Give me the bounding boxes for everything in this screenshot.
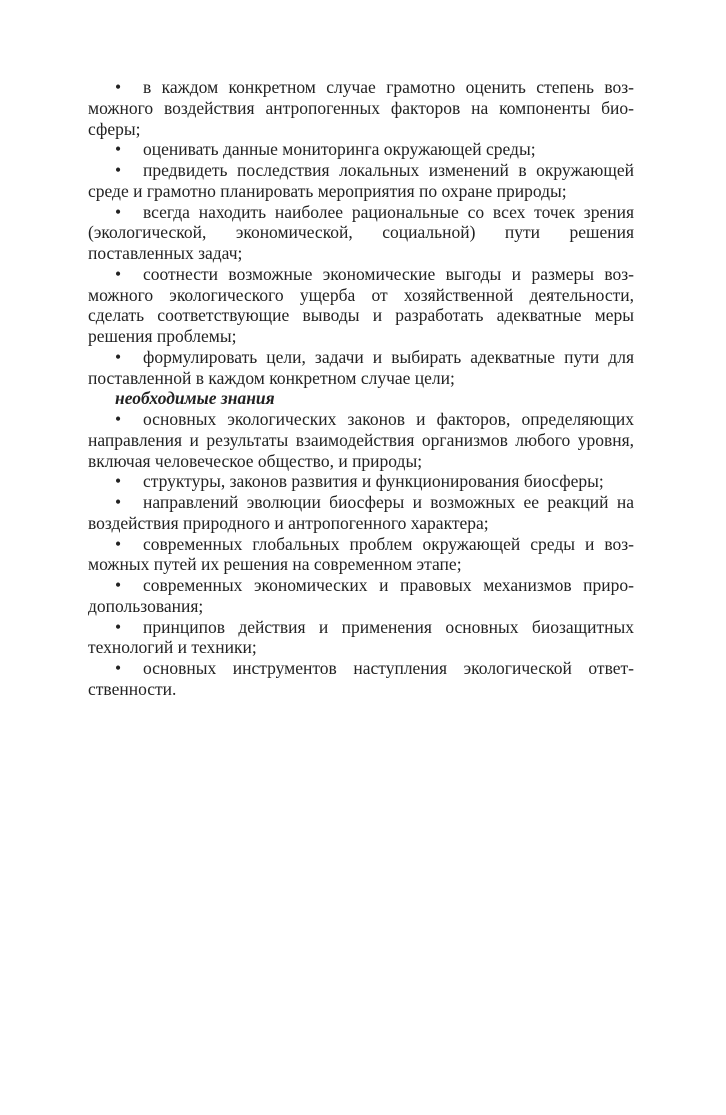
knowledge-item-text: направлений эволюции биосферы и возможных ее реакций на воздействия природного и антропогенного характера; (88, 492, 634, 533)
bullet-icon: • (115, 263, 122, 284)
skill-item-text: предвидеть последствия локальных изменений в окружающей среде и грамотно планировать мероприятия по охране природы; (88, 160, 634, 201)
skill-item-1 (88, 77, 634, 139)
knowledge-item-3 (88, 492, 634, 534)
bullet-icon: • (115, 471, 122, 492)
knowledge-item-5 (88, 575, 634, 617)
knowledge-item-text: современных экономических и правовых механизмов природопользования; (88, 575, 634, 616)
knowledge-item-4 (88, 534, 634, 576)
bullet-icon: • (115, 346, 122, 367)
bullet-icon: • (115, 139, 122, 160)
skill-item-text: в каждом конкретном случае грамотно оценить степень возможного воздействия антропогенных факторов на компоненты биосферы; (88, 77, 634, 139)
bullet-icon: • (115, 492, 122, 512)
skill-item-text: формулировать цели, задачи и выбирать адекватные пути для поставленной в каждом конкретном случае цели; (88, 346, 634, 388)
skill-item-5 (88, 264, 634, 347)
knowledge-item-1 (88, 409, 634, 471)
skill-item-3 (88, 160, 634, 202)
bullet-icon: • (115, 658, 122, 678)
bullet-icon: • (115, 160, 122, 180)
skill-item-text: соотнести возможные экономические выгоды и размеры возможного экологического ущерба от хозяйственной деятельности, сделать соответствующие выводы и разработать адекватные меры решения проблемы; (88, 263, 634, 346)
knowledge-item-6 (88, 617, 634, 659)
knowledge-item-text: структуры, законов развития и функционирования биосферы; (143, 471, 604, 492)
skill-item-6 (88, 347, 634, 389)
knowledge-heading: необходимые знания (115, 388, 275, 409)
knowledge-item-text: основных инструментов наступления экологической ответственности. (88, 658, 634, 699)
knowledge-item-7 (88, 658, 634, 700)
bullet-icon: • (115, 201, 122, 222)
bullet-icon: • (115, 409, 122, 429)
bullet-icon: • (115, 77, 122, 97)
skill-item-4 (88, 202, 634, 264)
skill-item-text: оценивать данные мониторинга окружающей среды; (143, 139, 536, 160)
bullet-icon: • (115, 616, 122, 637)
skill-item-text: всегда находить наиболее рациональные со всех точек зрения (экологической, экономической, социальной) пути решения поставленных задач; (88, 201, 634, 263)
knowledge-item-text: принципов действия и применения основных биозащитных технологий и техники; (88, 616, 634, 658)
document-page (88, 77, 634, 700)
knowledge-item-text: современных глобальных проблем окружающей среды и возможных путей их решения на современном этапе; (88, 533, 634, 575)
bullet-icon: • (115, 533, 122, 554)
knowledge-item-text: основных экологических законов и факторов, определяющих направления и результаты взаимодействия организмов любого уровня, включая человеческое общество, и природы; (88, 409, 634, 471)
knowledge-item-2 (88, 471, 634, 492)
bullet-icon: • (115, 575, 122, 595)
skill-item-2 (88, 139, 634, 160)
